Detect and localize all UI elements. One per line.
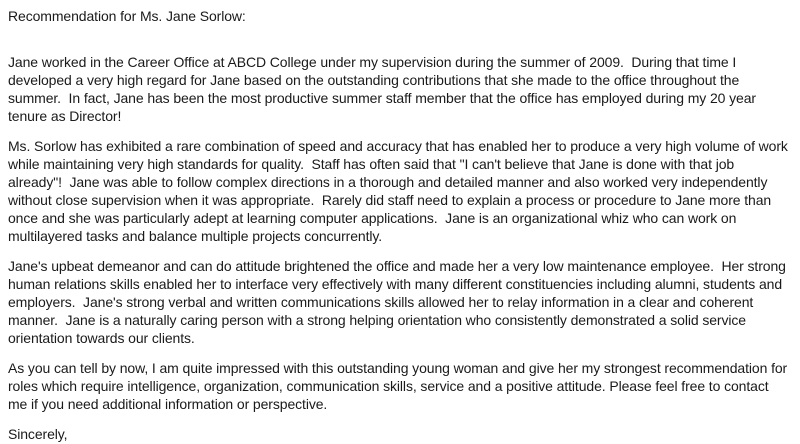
letter-paragraph-4: As you can tell by now, I am quite impressed with this outstanding young woman and give her my strongest recommendation for roles which require intelligence, organization, communication skills, service and a positive attitude. Please feel free to contact me if you need additional information or perspective. [8, 360, 791, 412]
letter-paragraph-2: Ms. Sorlow has exhibited a rare combination of speed and accuracy that has enabled her to produce a very high volume of work while maintaining very high standards for quality. Staff has often said that "I can't believe that Jane is done with that job already"! Jane was able to follow complex directions in a thorough and detailed manner and also worked very independently without close supervision when it was appropriate. Rarely did staff need to explain a process or procedure to Jane more than once and she was particularly adept at learning computer applications. Jane is an organizational whiz who can work on multilayered tasks and balance multiple projects concurrently. [8, 138, 792, 244]
letter-salutation: Recommendation for Ms. Jane Sorlow: [8, 8, 246, 24]
letter-paragraph-1: Jane worked in the Career Office at ABCD College under my supervision during the summer of 2009. During that time I developed a very high regard for Jane based on the outstanding contributions that she made to the office throughout the summer. In fact, Jane has been the most productive summer staff member that the office has employed during my 20 year tenure as Director! [8, 54, 760, 124]
letter-closing: Sincerely, [8, 426, 68, 442]
letter-paragraph-3: Jane's upbeat demeanor and can do attitude brightened the office and made her a very low maintenance employee. Her strong human relations skills enabled her to interface very effectively with many different constituencies including alumni, students and employers. Jane's strong verbal and written communications skills allowed her to relay information in a clear and coherent manner. Jane is a naturally caring person with a strong helping orientation who consistently demonstrated a solid service orientation towards our clients. [8, 258, 790, 346]
